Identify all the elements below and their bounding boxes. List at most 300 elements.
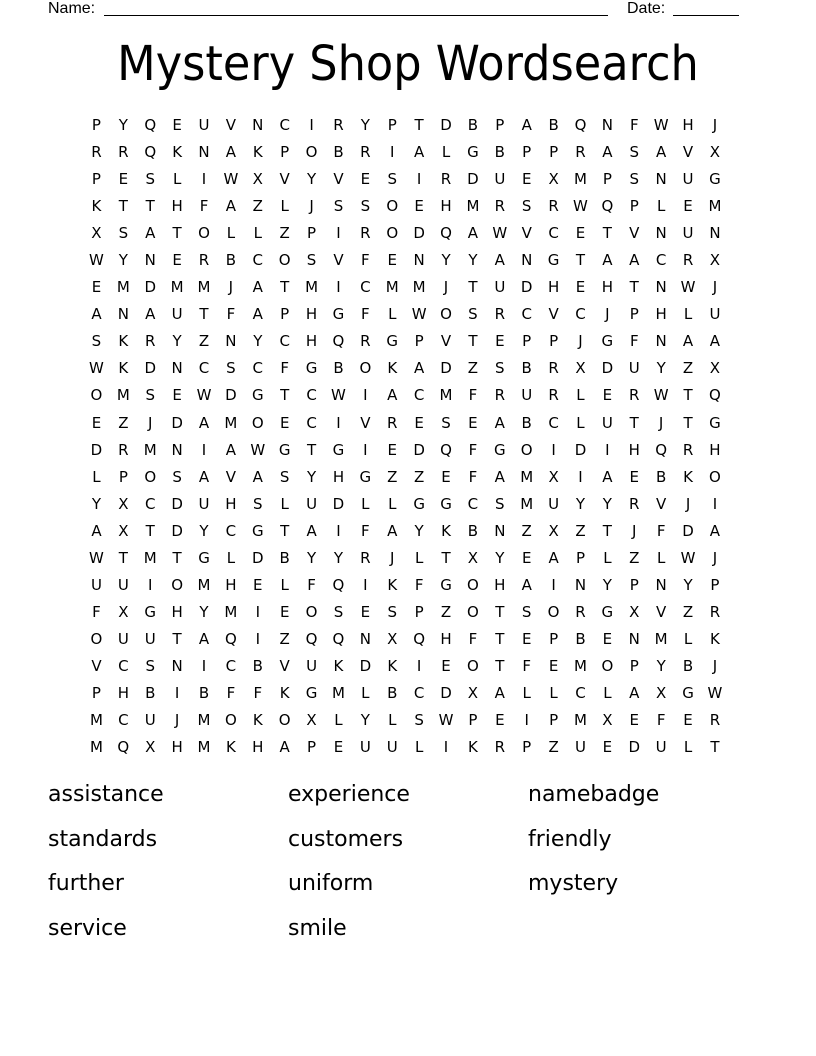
grid-letter: E bbox=[495, 332, 505, 351]
grid-letter: X bbox=[306, 711, 317, 730]
grid-letter: A bbox=[145, 305, 156, 324]
grid-letter: L bbox=[603, 548, 612, 567]
grid-letter: N bbox=[601, 116, 613, 134]
grid-letter: N bbox=[628, 629, 640, 648]
grid-letter: P bbox=[710, 575, 720, 594]
grid-letter: W bbox=[89, 359, 104, 378]
grid-letter: C bbox=[118, 656, 129, 675]
grid-letter: Y bbox=[199, 521, 209, 540]
grid-letter: V bbox=[521, 224, 532, 243]
grid-letter: V bbox=[440, 332, 452, 351]
grid-letter: U bbox=[494, 170, 506, 189]
grid-letter: M bbox=[197, 575, 211, 594]
grid-letter: H bbox=[252, 738, 264, 757]
grid-letter: A bbox=[145, 224, 156, 243]
grid-letter: I bbox=[363, 386, 368, 405]
grid-letter: G bbox=[305, 359, 318, 378]
grid-letter: H bbox=[682, 116, 694, 134]
grid-letter: W bbox=[653, 386, 669, 405]
grid-letter: G bbox=[547, 251, 560, 270]
grid-letter: L bbox=[656, 548, 666, 567]
grid-letter: Y bbox=[441, 251, 451, 270]
grid-letter: L bbox=[549, 683, 558, 702]
grid-letter: L bbox=[656, 197, 666, 216]
grid-letter: Z bbox=[279, 629, 290, 648]
grid-letter: K bbox=[387, 575, 398, 594]
grid-letter: E bbox=[360, 170, 371, 189]
grid-letter: O bbox=[278, 711, 291, 730]
grid-letter: S bbox=[145, 386, 155, 405]
grid-letter: Q bbox=[332, 332, 345, 351]
grid-letter: P bbox=[280, 143, 290, 162]
grid-letter: H bbox=[547, 278, 560, 297]
grid-letter: E bbox=[279, 413, 290, 432]
grid-letter: X bbox=[467, 548, 479, 567]
grid-letter: V bbox=[629, 224, 640, 243]
word-list-item: experience bbox=[288, 782, 410, 807]
grid-letter: I bbox=[524, 711, 529, 730]
grid-letter: B bbox=[279, 548, 290, 567]
grid-letter: O bbox=[90, 386, 103, 405]
grid-letter: K bbox=[710, 629, 720, 648]
grid-letter: L bbox=[361, 683, 370, 702]
grid-letter: T bbox=[280, 386, 290, 405]
grid-letter: Z bbox=[387, 467, 398, 486]
grid-letter: I bbox=[336, 413, 341, 432]
grid-letter: A bbox=[629, 683, 640, 702]
grid-letter: C bbox=[225, 656, 237, 675]
word-list bbox=[48, 779, 768, 957]
grid-letter: P bbox=[522, 332, 532, 351]
grid-letter: T bbox=[575, 251, 586, 270]
grid-letter: C bbox=[198, 359, 210, 378]
grid-letter: K bbox=[252, 143, 263, 162]
grid-letter: F bbox=[361, 521, 370, 540]
grid-letter: T bbox=[602, 224, 612, 243]
grid-letter: O bbox=[467, 656, 479, 675]
grid-letter: U bbox=[171, 305, 183, 324]
grid-letter: P bbox=[549, 332, 559, 351]
grid-letter: S bbox=[145, 170, 155, 189]
grid-letter: A bbox=[91, 305, 102, 324]
grid-letter: E bbox=[253, 575, 263, 594]
grid-letter: F bbox=[226, 683, 236, 702]
grid-letter: Y bbox=[360, 711, 370, 730]
grid-letter: A bbox=[387, 386, 398, 405]
grid-letter: A bbox=[91, 521, 102, 540]
grid-letter: S bbox=[253, 494, 263, 513]
word-list-item: further bbox=[48, 871, 124, 896]
grid-letter: S bbox=[629, 170, 640, 189]
grid-letter: R bbox=[494, 386, 506, 405]
grid-letter: M bbox=[224, 602, 238, 621]
grid-letter: P bbox=[118, 467, 128, 486]
grid-letter: G bbox=[359, 467, 372, 486]
grid-letter: Y bbox=[495, 548, 505, 567]
grid-letter: C bbox=[252, 359, 264, 378]
grid-letter: I bbox=[416, 170, 422, 189]
grid-letter: P bbox=[414, 602, 424, 621]
grid-letter: Z bbox=[198, 332, 210, 351]
grid-letter: A bbox=[198, 629, 210, 648]
grid-letter: N bbox=[494, 521, 506, 540]
grid-letter: C bbox=[413, 386, 425, 405]
grid-letter: D bbox=[171, 413, 183, 432]
grid-letter: P bbox=[307, 224, 317, 243]
grid-letter: D bbox=[225, 386, 237, 405]
grid-letter: U bbox=[117, 629, 129, 648]
grid-letter: D bbox=[171, 494, 183, 513]
grid-letter: L bbox=[683, 738, 693, 757]
grid-letter: I bbox=[551, 440, 556, 459]
grid-letter: Y bbox=[172, 332, 182, 351]
grid-letter: P bbox=[549, 143, 559, 162]
grid-letter: B bbox=[521, 359, 532, 378]
grid-letter: T bbox=[145, 521, 155, 540]
grid-letter: V bbox=[656, 494, 667, 513]
grid-letter: O bbox=[601, 656, 614, 675]
grid-letter: G bbox=[198, 548, 210, 567]
grid-letter: D bbox=[520, 278, 533, 297]
grid-letter: N bbox=[171, 359, 183, 378]
grid-letter: I bbox=[255, 602, 260, 621]
grid-letter: O bbox=[278, 251, 291, 270]
grid-letter: C bbox=[575, 683, 586, 702]
grid-letter: U bbox=[90, 575, 102, 594]
grid-letter: P bbox=[522, 738, 532, 757]
grid-letter: B bbox=[225, 251, 237, 270]
grid-letter: H bbox=[225, 575, 237, 594]
grid-letter: I bbox=[336, 224, 341, 243]
grid-letter: L bbox=[441, 143, 451, 162]
grid-letter: L bbox=[280, 494, 289, 513]
grid-letter: Y bbox=[360, 116, 370, 134]
grid-letter: N bbox=[655, 332, 667, 351]
grid-letter: R bbox=[360, 224, 371, 243]
grid-letter: Q bbox=[440, 440, 452, 459]
grid-letter: K bbox=[252, 711, 263, 730]
grid-letter: U bbox=[144, 629, 156, 648]
grid-letter: S bbox=[387, 602, 397, 621]
name-blank-line[interactable] bbox=[104, 15, 608, 16]
grid-letter: G bbox=[440, 575, 452, 594]
grid-letter: H bbox=[171, 602, 183, 621]
grid-letter: M bbox=[305, 278, 319, 297]
grid-letter: E bbox=[602, 738, 613, 757]
grid-letter: A bbox=[521, 575, 532, 594]
grid-letter: W bbox=[89, 251, 104, 270]
grid-letter: N bbox=[252, 116, 264, 134]
grid-letter: I bbox=[174, 683, 180, 702]
grid-letter: D bbox=[413, 440, 425, 459]
grid-letter: I bbox=[201, 440, 207, 459]
grid-letter: W bbox=[196, 386, 212, 405]
grid-letter: Q bbox=[574, 116, 587, 134]
grid-letter: N bbox=[655, 224, 667, 243]
grid-letter: X bbox=[548, 521, 559, 540]
grid-letter: Q bbox=[144, 116, 157, 134]
grid-letter: R bbox=[682, 440, 694, 459]
grid-letter: E bbox=[387, 251, 397, 270]
grid-letter: Z bbox=[575, 521, 586, 540]
grid-letter: N bbox=[117, 305, 129, 324]
grid-letter: X bbox=[252, 170, 263, 189]
grid-letter: S bbox=[306, 251, 317, 270]
grid-letter: D bbox=[682, 521, 694, 540]
grid-letter: C bbox=[252, 251, 264, 270]
grid-letter: O bbox=[198, 224, 210, 243]
grid-letter: H bbox=[225, 494, 237, 513]
grid-letter: S bbox=[441, 413, 451, 432]
grid-letter: L bbox=[92, 467, 101, 486]
grid-letter: D bbox=[601, 359, 614, 378]
grid-letter: C bbox=[413, 683, 425, 702]
grid-letter: O bbox=[386, 224, 399, 243]
grid-letter: I bbox=[201, 170, 207, 189]
grid-letter: R bbox=[548, 386, 559, 405]
grid-letter: L bbox=[603, 683, 612, 702]
grid-letter: T bbox=[118, 548, 128, 567]
grid-letter: T bbox=[280, 278, 290, 297]
grid-letter: S bbox=[414, 711, 424, 730]
grid-letter: B bbox=[548, 116, 559, 134]
grid-letter: Q bbox=[601, 197, 614, 216]
grid-letter: A bbox=[225, 143, 237, 162]
grid-letter: F bbox=[226, 305, 236, 324]
grid-letter: P bbox=[629, 656, 639, 675]
grid-letter: M bbox=[197, 278, 211, 297]
grid-letter: R bbox=[494, 197, 506, 216]
grid-letter: M bbox=[439, 386, 453, 405]
grid-letter: N bbox=[198, 143, 210, 162]
grid-letter: G bbox=[601, 332, 614, 351]
grid-letter: Z bbox=[413, 467, 425, 486]
word-list-item: standards bbox=[48, 826, 158, 852]
grid-letter: G bbox=[467, 143, 479, 162]
grid-letter: T bbox=[495, 656, 505, 675]
grid-letter: R bbox=[575, 602, 586, 621]
grid-letter: O bbox=[359, 359, 372, 378]
grid-letter: Q bbox=[655, 440, 668, 459]
grid-letter: I bbox=[148, 575, 153, 594]
grid-letter: K bbox=[118, 332, 129, 351]
grid-letter: E bbox=[521, 629, 532, 648]
grid-letter: B bbox=[467, 521, 479, 540]
grid-letter: M bbox=[116, 278, 130, 297]
grid-letter: F bbox=[361, 305, 370, 324]
grid-letter: Z bbox=[440, 602, 452, 621]
grid-letter: V bbox=[548, 305, 559, 324]
grid-letter: N bbox=[709, 224, 721, 243]
grid-letter: R bbox=[198, 251, 210, 270]
grid-letter: H bbox=[332, 467, 345, 486]
grid-letter: H bbox=[171, 738, 183, 757]
grid-letter: J bbox=[148, 413, 153, 432]
grid-letter: H bbox=[440, 629, 452, 648]
grid-letter: D bbox=[359, 656, 372, 675]
grid-letter: E bbox=[468, 413, 478, 432]
grid-letter: K bbox=[441, 521, 451, 540]
grid-letter: F bbox=[307, 575, 316, 594]
grid-letter: Z bbox=[682, 359, 694, 378]
grid-letter: S bbox=[279, 467, 290, 486]
grid-letter: A bbox=[198, 413, 210, 432]
word-list-item: friendly bbox=[528, 826, 612, 852]
grid-letter: B bbox=[333, 359, 344, 378]
grid-letter: T bbox=[683, 386, 693, 405]
grid-letter: S bbox=[468, 305, 478, 324]
grid-letter: G bbox=[709, 413, 721, 432]
grid-letter: L bbox=[253, 224, 262, 243]
grid-letter: O bbox=[440, 305, 452, 324]
grid-letter: Y bbox=[656, 656, 666, 675]
grid-letter: U bbox=[655, 738, 667, 757]
grid-letter: R bbox=[118, 143, 129, 162]
grid-letter: O bbox=[251, 413, 264, 432]
grid-letter: M bbox=[520, 494, 534, 513]
grid-letter: S bbox=[360, 197, 371, 216]
grid-letter: L bbox=[388, 305, 397, 324]
grid-letter: X bbox=[709, 143, 721, 162]
grid-letter: N bbox=[359, 629, 371, 648]
grid-letter: D bbox=[440, 116, 452, 134]
grid-letter: H bbox=[117, 683, 129, 702]
grid-letter: A bbox=[414, 143, 425, 162]
grid-letter: Y bbox=[118, 116, 128, 134]
grid-letter: W bbox=[707, 683, 723, 702]
grid-letter: B bbox=[656, 467, 667, 486]
grid-letter: U bbox=[306, 656, 318, 675]
word-list-item: uniform bbox=[288, 871, 374, 896]
grid-letter: K bbox=[91, 197, 102, 216]
grid-letter: Y bbox=[253, 332, 263, 351]
grid-letter: A bbox=[279, 738, 290, 757]
page-title: Mystery Shop Wordsearch bbox=[117, 36, 699, 92]
grid-letter: X bbox=[709, 251, 721, 270]
grid-letter: C bbox=[225, 521, 237, 540]
grid-letter: T bbox=[441, 548, 451, 567]
grid-letter: A bbox=[629, 251, 640, 270]
grid-letter: O bbox=[171, 575, 184, 594]
grid-letter: S bbox=[495, 494, 505, 513]
grid-letter: F bbox=[656, 711, 666, 730]
grid-letter: A bbox=[494, 683, 505, 702]
grid-letter: O bbox=[520, 440, 533, 459]
word-list-item: namebadge bbox=[528, 782, 660, 807]
grid-letter: T bbox=[468, 278, 478, 297]
grid-letter: K bbox=[467, 738, 478, 757]
grid-letter: J bbox=[309, 197, 314, 216]
grid-letter: L bbox=[334, 711, 343, 730]
word-list-item: smile bbox=[288, 915, 347, 941]
grid-letter: E bbox=[360, 602, 371, 621]
grid-letter: B bbox=[145, 683, 156, 702]
grid-letter: W bbox=[653, 116, 669, 134]
grid-letter: D bbox=[440, 359, 452, 378]
grid-letter: Y bbox=[306, 548, 317, 567]
grid-letter: J bbox=[443, 278, 449, 297]
grid-letter: C bbox=[306, 386, 317, 405]
grid-letter: X bbox=[656, 683, 667, 702]
grid-letter: M bbox=[574, 711, 587, 730]
grid-letter: V bbox=[333, 251, 344, 270]
grid-letter: S bbox=[629, 143, 640, 162]
grid-letter: F bbox=[468, 386, 478, 405]
grid-letter: J bbox=[174, 711, 180, 730]
grid-letter: J bbox=[228, 278, 234, 297]
grid-letter: I bbox=[390, 143, 395, 162]
grid-letter: C bbox=[118, 711, 129, 730]
grid-letter: Z bbox=[279, 224, 290, 243]
grid-letter: B bbox=[387, 683, 398, 702]
grid-letter: K bbox=[683, 467, 693, 486]
grid-letter: M bbox=[170, 278, 184, 297]
grid-letter: L bbox=[280, 575, 289, 594]
grid-letter: Z bbox=[467, 359, 479, 378]
grid-letter: X bbox=[709, 359, 721, 378]
grid-letter: T bbox=[629, 413, 639, 432]
grid-letter: D bbox=[413, 224, 425, 243]
grid-letter: A bbox=[602, 467, 613, 486]
grid-letter: R bbox=[118, 440, 129, 459]
grid-letter: A bbox=[602, 251, 613, 270]
grid-letter: O bbox=[305, 602, 318, 621]
grid-letter: C bbox=[360, 278, 371, 297]
grid-letter: T bbox=[683, 413, 693, 432]
grid-letter: A bbox=[252, 305, 263, 324]
grid-letter: F bbox=[629, 332, 639, 351]
grid-letter: H bbox=[709, 440, 721, 459]
grid-letter: S bbox=[226, 359, 236, 378]
grid-letter: Q bbox=[224, 629, 237, 648]
grid-letter: O bbox=[224, 711, 237, 730]
grid-letter: E bbox=[548, 656, 559, 675]
date-blank-line[interactable] bbox=[673, 15, 739, 16]
grid-letter: Q bbox=[709, 386, 721, 405]
grid-letter: K bbox=[333, 656, 344, 675]
grid-letter: R bbox=[629, 494, 640, 513]
grid-letter: F bbox=[92, 602, 101, 621]
grid-letter: Z bbox=[521, 521, 532, 540]
grid-letter: O bbox=[144, 467, 157, 486]
grid-letter: O bbox=[90, 629, 103, 648]
grid-letter: M bbox=[708, 197, 722, 216]
grid-letter: O bbox=[305, 143, 318, 162]
grid-letter: P bbox=[629, 575, 639, 594]
grid-letter: B bbox=[252, 656, 263, 675]
grid-letter: G bbox=[682, 683, 694, 702]
grid-letter: Q bbox=[117, 738, 130, 757]
grid-letter: L bbox=[388, 494, 397, 513]
grid-letter: E bbox=[172, 116, 182, 134]
grid-letter: L bbox=[414, 738, 424, 757]
grid-letter: I bbox=[443, 738, 449, 757]
grid-letter: I bbox=[712, 494, 718, 513]
grid-letter: X bbox=[575, 359, 586, 378]
grid-letter: I bbox=[201, 656, 207, 675]
grid-letter: A bbox=[709, 332, 721, 351]
grid-letter: M bbox=[89, 738, 103, 757]
grid-letter: E bbox=[602, 629, 613, 648]
grid-letter: M bbox=[331, 683, 345, 702]
grid-letter: P bbox=[91, 170, 101, 189]
grid-letter: P bbox=[91, 683, 101, 702]
grid-letter: T bbox=[172, 224, 182, 243]
grid-letter: L bbox=[522, 683, 531, 702]
grid-letter: C bbox=[655, 251, 667, 270]
grid-letter: Z bbox=[252, 197, 263, 216]
grid-letter: X bbox=[548, 467, 559, 486]
